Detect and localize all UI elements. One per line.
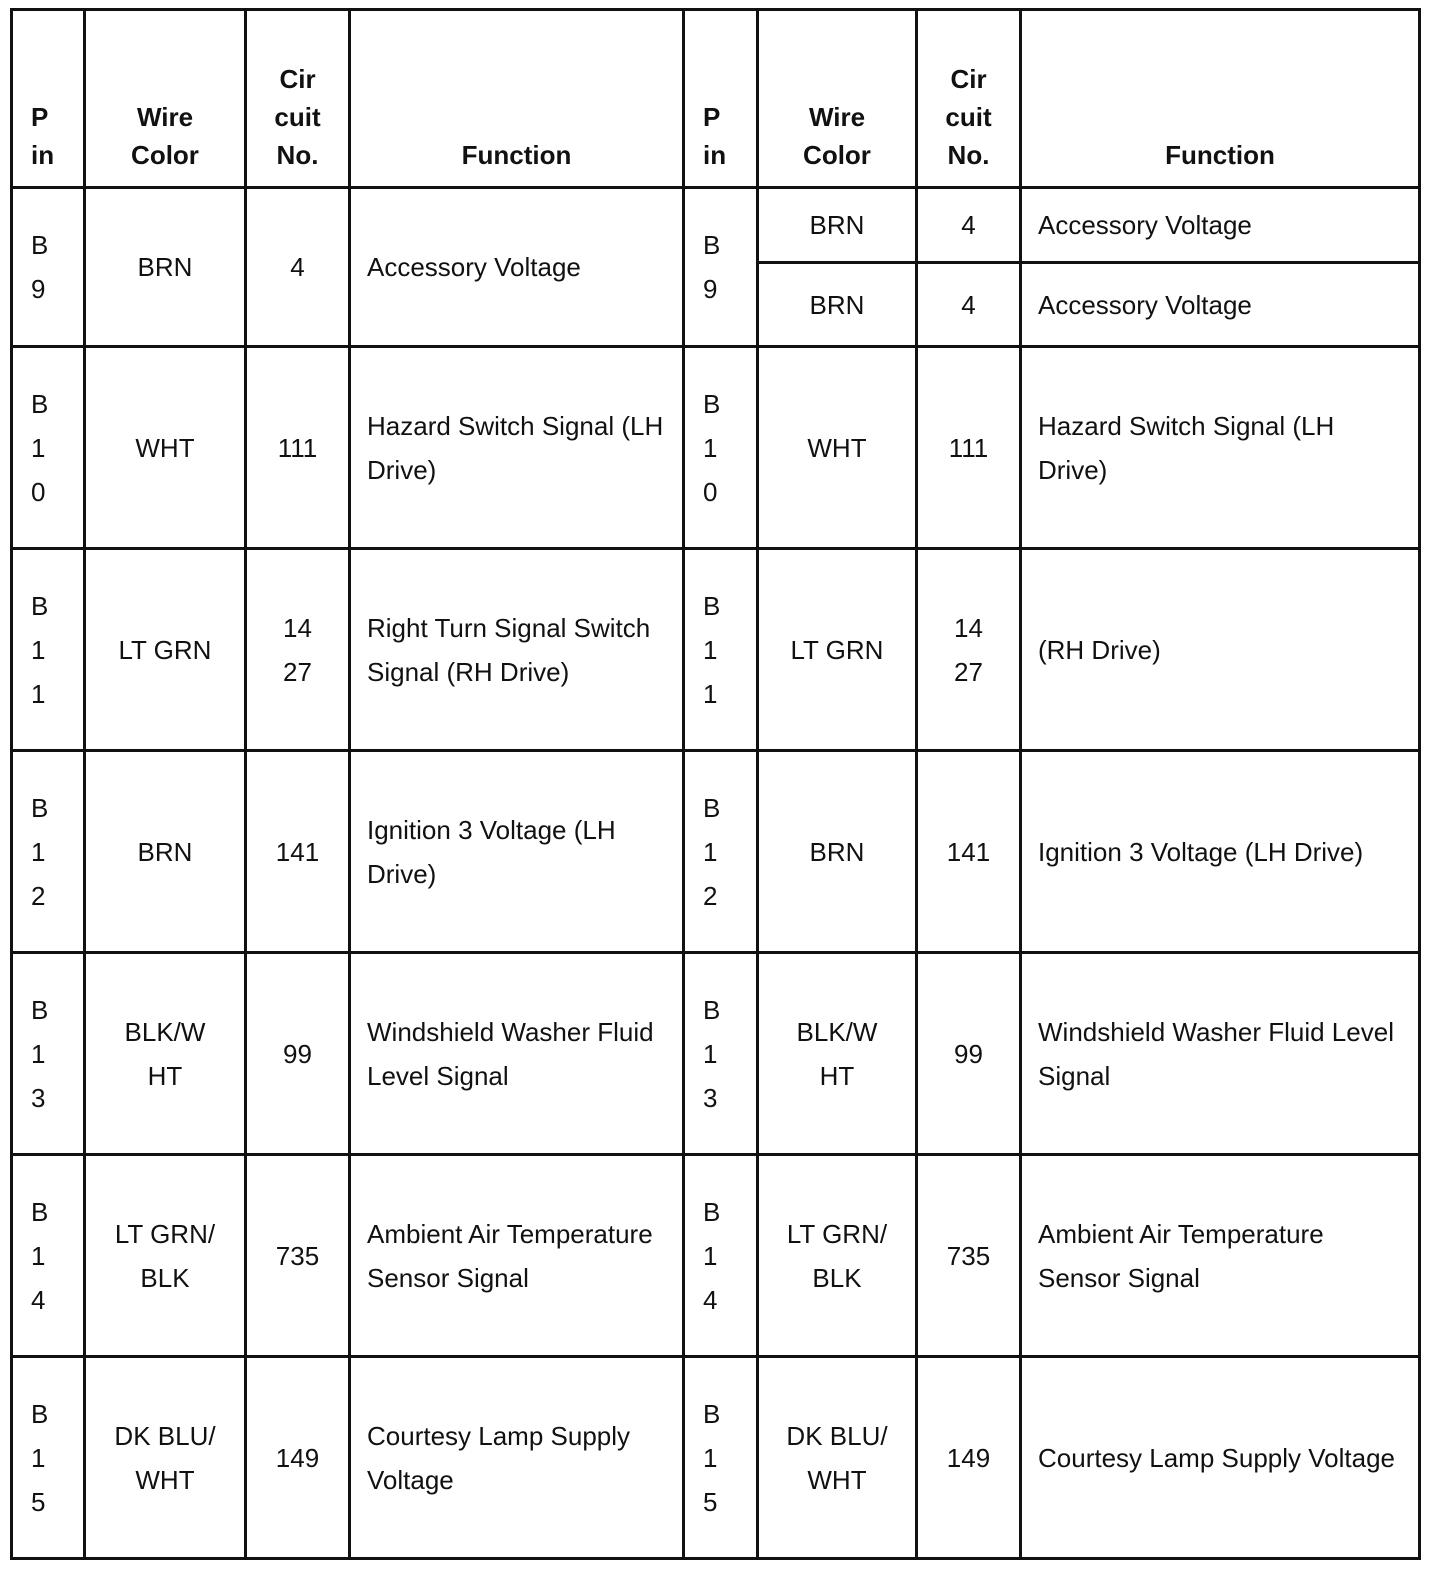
wire-color-cell: WHT xyxy=(85,347,246,549)
wire-color-cell: BRN xyxy=(758,751,917,953)
header-wire-color-left: Wire Color xyxy=(85,10,246,188)
circuit-cell: 4 xyxy=(246,188,350,347)
table-row xyxy=(12,953,1420,1155)
circuit-cell: 735 xyxy=(246,1155,350,1357)
function-cell: Windshield Washer Fluid Level Signal xyxy=(350,953,684,1155)
wire-color-cell: LT GRN xyxy=(758,549,917,751)
wire-color-cell: LT GRN/ BLK xyxy=(85,1155,246,1357)
wire-color-cell: DK BLU/ WHT xyxy=(85,1357,246,1559)
header-row xyxy=(12,10,1420,188)
table-row xyxy=(12,751,1420,953)
wire-color-cell: LT GRN xyxy=(85,549,246,751)
pin-cell: B 1 2 xyxy=(684,751,758,953)
function-cell: Windshield Washer Fluid Level Signal xyxy=(1021,953,1420,1155)
pin-cell: B 1 2 xyxy=(12,751,85,953)
pin-cell: B 1 5 xyxy=(684,1357,758,1559)
pin-cell: B 9 xyxy=(12,188,85,347)
circuit-cell: 149 xyxy=(246,1357,350,1559)
pin-cell: B 1 5 xyxy=(12,1357,85,1559)
function-cell: Courtesy Lamp Supply Voltage xyxy=(350,1357,684,1559)
circuit-cell: 14 27 xyxy=(917,549,1021,751)
wire-color-cell: WHT xyxy=(758,347,917,549)
table-row xyxy=(12,1155,1420,1357)
circuit-cell: 99 xyxy=(917,953,1021,1155)
circuit-cell: 14 27 xyxy=(246,549,350,751)
wire-color-cell: BRN xyxy=(758,263,917,347)
pin-cell: B 1 0 xyxy=(684,347,758,549)
pin-cell: B 9 xyxy=(684,188,758,347)
header-circuit-no-left: Cir cuit No. xyxy=(246,10,350,188)
function-cell: Accessory Voltage xyxy=(1021,188,1420,263)
header-pin-right: P in xyxy=(684,10,758,188)
circuit-cell: 99 xyxy=(246,953,350,1155)
table-row xyxy=(12,549,1420,751)
header-function-right: Function xyxy=(1021,10,1420,188)
function-cell: Accessory Voltage xyxy=(1021,263,1420,347)
function-cell: (RH Drive) xyxy=(1021,549,1420,751)
function-cell: Right Turn Signal Switch Signal (RH Drive) xyxy=(350,549,684,751)
circuit-cell: 111 xyxy=(246,347,350,549)
pin-cell: B 1 1 xyxy=(12,549,85,751)
connector-pinout-table xyxy=(10,8,1421,1560)
wire-color-cell: DK BLU/ WHT xyxy=(758,1357,917,1559)
table-row xyxy=(12,188,1420,263)
header-pin-left: P in xyxy=(12,10,85,188)
circuit-cell: 149 xyxy=(917,1357,1021,1559)
function-cell: Ambient Air Temperature Sensor Signal xyxy=(350,1155,684,1357)
function-cell: Courtesy Lamp Supply Voltage xyxy=(1021,1357,1420,1559)
pin-cell: B 1 4 xyxy=(684,1155,758,1357)
wire-color-cell: BRN xyxy=(758,188,917,263)
table-row xyxy=(12,347,1420,549)
pin-cell: B 1 3 xyxy=(12,953,85,1155)
wire-color-cell: BLK/W HT xyxy=(758,953,917,1155)
circuit-cell: 4 xyxy=(917,188,1021,263)
pin-cell: B 1 1 xyxy=(684,549,758,751)
table-row xyxy=(12,1357,1420,1559)
pin-cell: B 1 4 xyxy=(12,1155,85,1357)
header-circuit-no-right: Cir cuit No. xyxy=(917,10,1021,188)
circuit-cell: 735 xyxy=(917,1155,1021,1357)
wire-color-cell: LT GRN/ BLK xyxy=(758,1155,917,1357)
function-cell: Ignition 3 Voltage (LH Drive) xyxy=(1021,751,1420,953)
function-cell: Hazard Switch Signal (LH Drive) xyxy=(1021,347,1420,549)
header-function-left: Function xyxy=(350,10,684,188)
wire-color-cell: BRN xyxy=(85,188,246,347)
function-cell: Hazard Switch Signal (LH Drive) xyxy=(350,347,684,549)
function-cell: Ambient Air Temperature Sensor Signal xyxy=(1021,1155,1420,1357)
function-cell: Ignition 3 Voltage (LH Drive) xyxy=(350,751,684,953)
circuit-cell: 111 xyxy=(917,347,1021,549)
wire-color-cell: BRN xyxy=(85,751,246,953)
wire-color-cell: BLK/W HT xyxy=(85,953,246,1155)
function-cell: Accessory Voltage xyxy=(350,188,684,347)
pin-cell: B 1 0 xyxy=(12,347,85,549)
pin-cell: B 1 3 xyxy=(684,953,758,1155)
circuit-cell: 141 xyxy=(917,751,1021,953)
circuit-cell: 141 xyxy=(246,751,350,953)
circuit-cell: 4 xyxy=(917,263,1021,347)
header-wire-color-right: Wire Color xyxy=(758,10,917,188)
